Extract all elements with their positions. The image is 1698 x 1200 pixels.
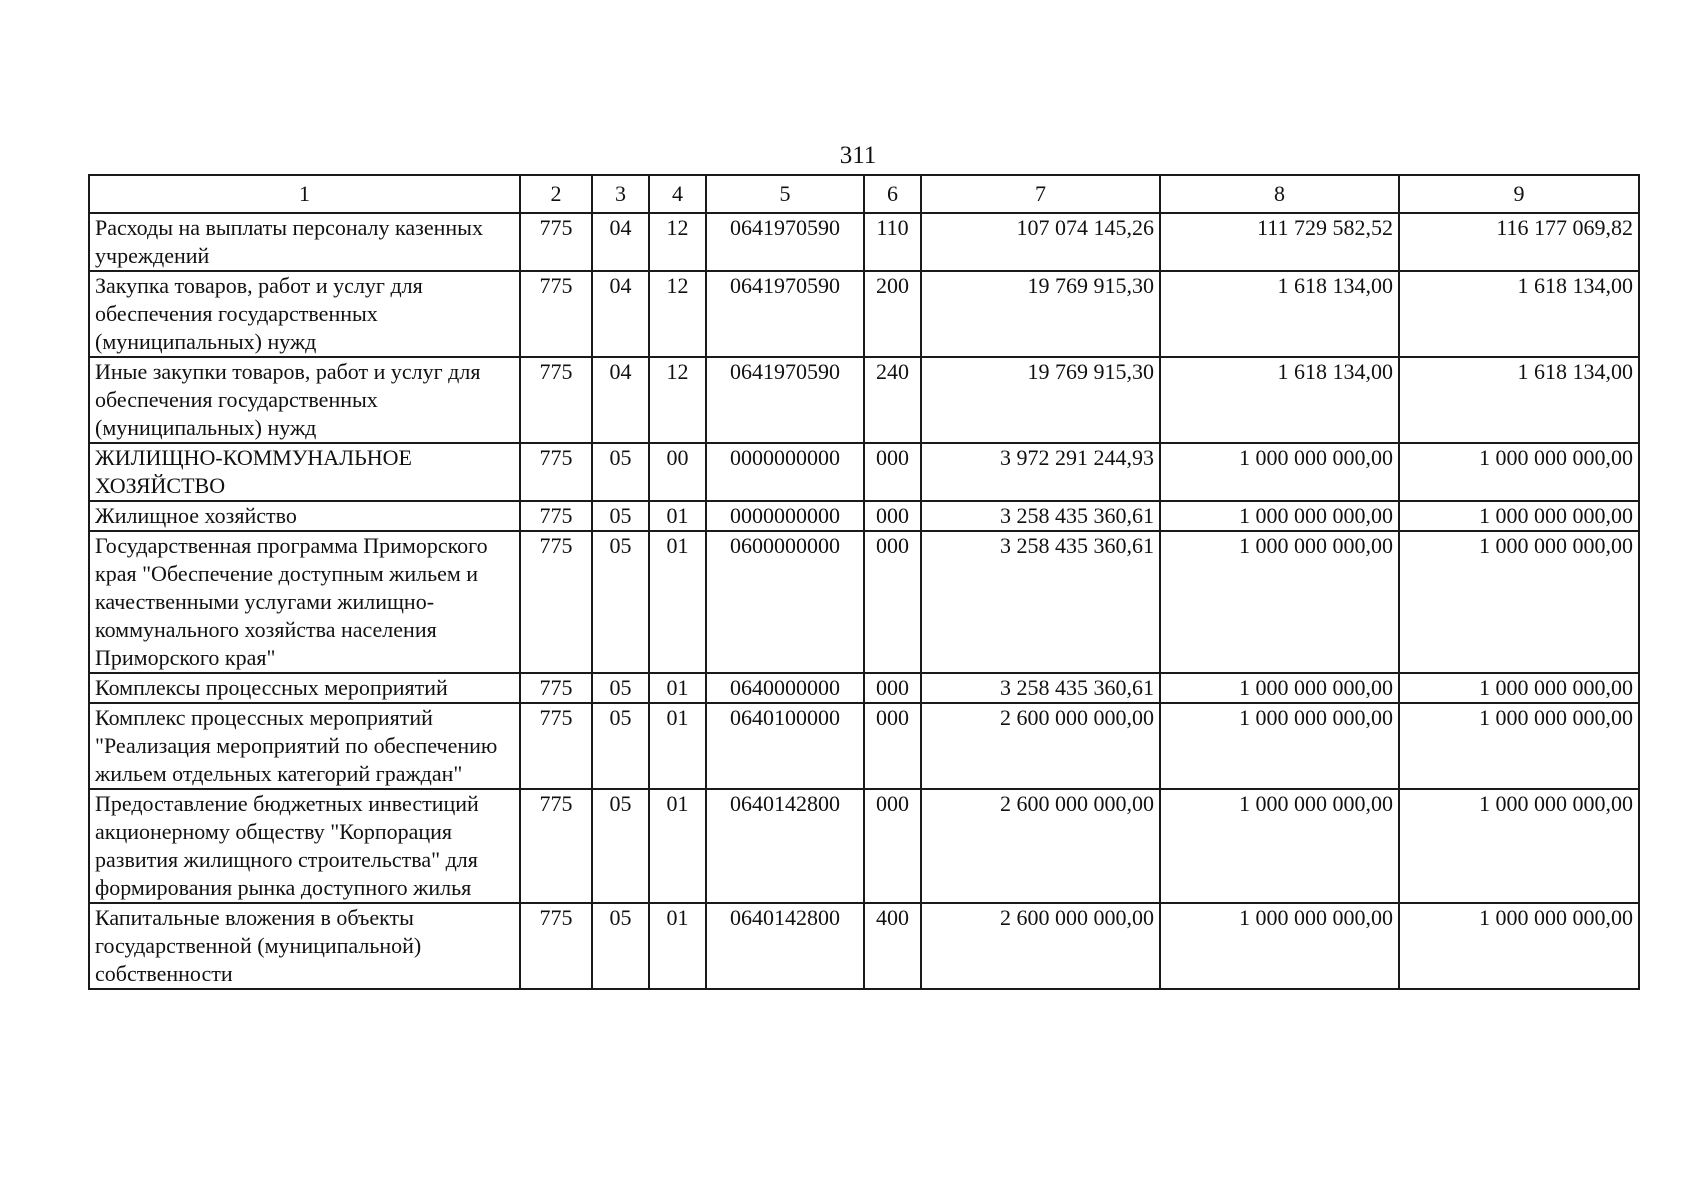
budget-table [88,174,1640,990]
row-amount-year-3: 1 000 000 000,00 [1399,531,1639,673]
row-amount-year-2: 1 000 000 000,00 [1160,531,1399,673]
header-col-9: 9 [1399,175,1639,213]
table-row [89,271,1639,357]
row-expense-type-code: 000 [864,789,921,903]
table-row [89,703,1639,789]
row-section-code: 775 [520,357,592,443]
row-subchapter-code: 12 [649,271,706,357]
row-amount-year-2: 1 618 134,00 [1160,271,1399,357]
row-subchapter-code: 01 [649,703,706,789]
row-name: Предоставление бюджетных инвестиций акционерному обществу "Корпорация развития жилищного строительства" для формирования рынка доступного жилья [89,789,520,903]
row-chapter-code: 05 [592,673,649,703]
row-amount-year-1: 3 258 435 360,61 [921,673,1160,703]
row-expense-type-code: 400 [864,903,921,989]
header-col-4: 4 [649,175,706,213]
row-target-article-code: 0641970590 [706,271,864,357]
row-amount-year-2: 1 000 000 000,00 [1160,673,1399,703]
row-subchapter-code: 01 [649,501,706,531]
header-col-7: 7 [921,175,1160,213]
row-section-code: 775 [520,789,592,903]
header-col-8: 8 [1160,175,1399,213]
row-target-article-code: 0641970590 [706,357,864,443]
row-amount-year-1: 2 600 000 000,00 [921,789,1160,903]
row-amount-year-3: 116 177 069,82 [1399,213,1639,271]
row-amount-year-2: 1 000 000 000,00 [1160,903,1399,989]
row-amount-year-3: 1 000 000 000,00 [1399,673,1639,703]
row-expense-type-code: 000 [864,501,921,531]
row-amount-year-2: 1 618 134,00 [1160,357,1399,443]
row-chapter-code: 04 [592,213,649,271]
row-target-article-code: 0600000000 [706,531,864,673]
row-section-code: 775 [520,501,592,531]
row-expense-type-code: 200 [864,271,921,357]
row-amount-year-3: 1 000 000 000,00 [1399,789,1639,903]
row-amount-year-3: 1 000 000 000,00 [1399,903,1639,989]
row-amount-year-3: 1 618 134,00 [1399,271,1639,357]
row-amount-year-1: 19 769 915,30 [921,357,1160,443]
row-target-article-code: 0000000000 [706,501,864,531]
row-amount-year-1: 3 258 435 360,61 [921,531,1160,673]
row-chapter-code: 05 [592,903,649,989]
row-target-article-code: 0641970590 [706,213,864,271]
row-amount-year-2: 111 729 582,52 [1160,213,1399,271]
row-name: ЖИЛИЩНО-КОММУНАЛЬНОЕ ХОЗЯЙСТВО [89,443,520,501]
row-name: Расходы на выплаты персоналу казенных учреждений [89,213,520,271]
row-expense-type-code: 110 [864,213,921,271]
row-target-article-code: 0000000000 [706,443,864,501]
row-chapter-code: 05 [592,789,649,903]
row-expense-type-code: 000 [864,443,921,501]
row-amount-year-2: 1 000 000 000,00 [1160,703,1399,789]
row-expense-type-code: 240 [864,357,921,443]
row-subchapter-code: 12 [649,357,706,443]
row-subchapter-code: 00 [649,443,706,501]
row-section-code: 775 [520,903,592,989]
row-chapter-code: 05 [592,501,649,531]
row-subchapter-code: 01 [649,903,706,989]
row-chapter-code: 04 [592,271,649,357]
table-row [89,443,1639,501]
row-amount-year-1: 3 258 435 360,61 [921,501,1160,531]
row-section-code: 775 [520,443,592,501]
row-name: Жилищное хозяйство [89,501,520,531]
row-section-code: 775 [520,673,592,703]
table-row [89,501,1639,531]
row-chapter-code: 05 [592,531,649,673]
row-subchapter-code: 12 [649,213,706,271]
page-number: 311 [839,142,877,169]
row-amount-year-3: 1 000 000 000,00 [1399,703,1639,789]
header-col-6: 6 [864,175,921,213]
table-row [89,213,1639,271]
row-name: Капитальные вложения в объекты государственной (муниципальной) собственности [89,903,520,989]
row-amount-year-1: 19 769 915,30 [921,271,1160,357]
row-amount-year-2: 1 000 000 000,00 [1160,443,1399,501]
row-expense-type-code: 000 [864,703,921,789]
row-name: Комплекс процессных мероприятий "Реализация мероприятий по обеспечению жильем отдельных категорий граждан" [89,703,520,789]
row-section-code: 775 [520,213,592,271]
header-col-5: 5 [706,175,864,213]
row-subchapter-code: 01 [649,789,706,903]
row-subchapter-code: 01 [649,531,706,673]
row-section-code: 775 [520,271,592,357]
row-amount-year-1: 3 972 291 244,93 [921,443,1160,501]
table-row [89,789,1639,903]
row-amount-year-3: 1 000 000 000,00 [1399,443,1639,501]
row-subchapter-code: 01 [649,673,706,703]
table-row [89,903,1639,989]
row-amount-year-1: 2 600 000 000,00 [921,703,1160,789]
row-section-code: 775 [520,703,592,789]
table-header [89,175,1639,213]
row-expense-type-code: 000 [864,673,921,703]
header-col-2: 2 [520,175,592,213]
row-chapter-code: 05 [592,703,649,789]
row-amount-year-1: 107 074 145,26 [921,213,1160,271]
header-row [89,175,1639,213]
table-row [89,531,1639,673]
row-name: Комплексы процессных мероприятий [89,673,520,703]
row-expense-type-code: 000 [864,531,921,673]
row-amount-year-3: 1 000 000 000,00 [1399,501,1639,531]
row-section-code: 775 [520,531,592,673]
row-target-article-code: 0640142800 [706,789,864,903]
header-col-3: 3 [592,175,649,213]
row-target-article-code: 0640100000 [706,703,864,789]
row-chapter-code: 04 [592,357,649,443]
row-amount-year-3: 1 618 134,00 [1399,357,1639,443]
row-name: Государственная программа Приморского края "Обеспечение доступным жильем и качественными услугами жилищно-коммунального хозяйства населения Приморского края" [89,531,520,673]
row-target-article-code: 0640000000 [706,673,864,703]
row-target-article-code: 0640142800 [706,903,864,989]
row-amount-year-2: 1 000 000 000,00 [1160,501,1399,531]
table-body [89,213,1639,989]
table-row [89,357,1639,443]
row-name: Закупка товаров, работ и услуг для обеспечения государственных (муниципальных) нужд [89,271,520,357]
row-amount-year-1: 2 600 000 000,00 [921,903,1160,989]
row-amount-year-2: 1 000 000 000,00 [1160,789,1399,903]
row-chapter-code: 05 [592,443,649,501]
table-row [89,673,1639,703]
row-name: Иные закупки товаров, работ и услуг для обеспечения государственных (муниципальных) нужд [89,357,520,443]
header-col-1: 1 [89,175,520,213]
